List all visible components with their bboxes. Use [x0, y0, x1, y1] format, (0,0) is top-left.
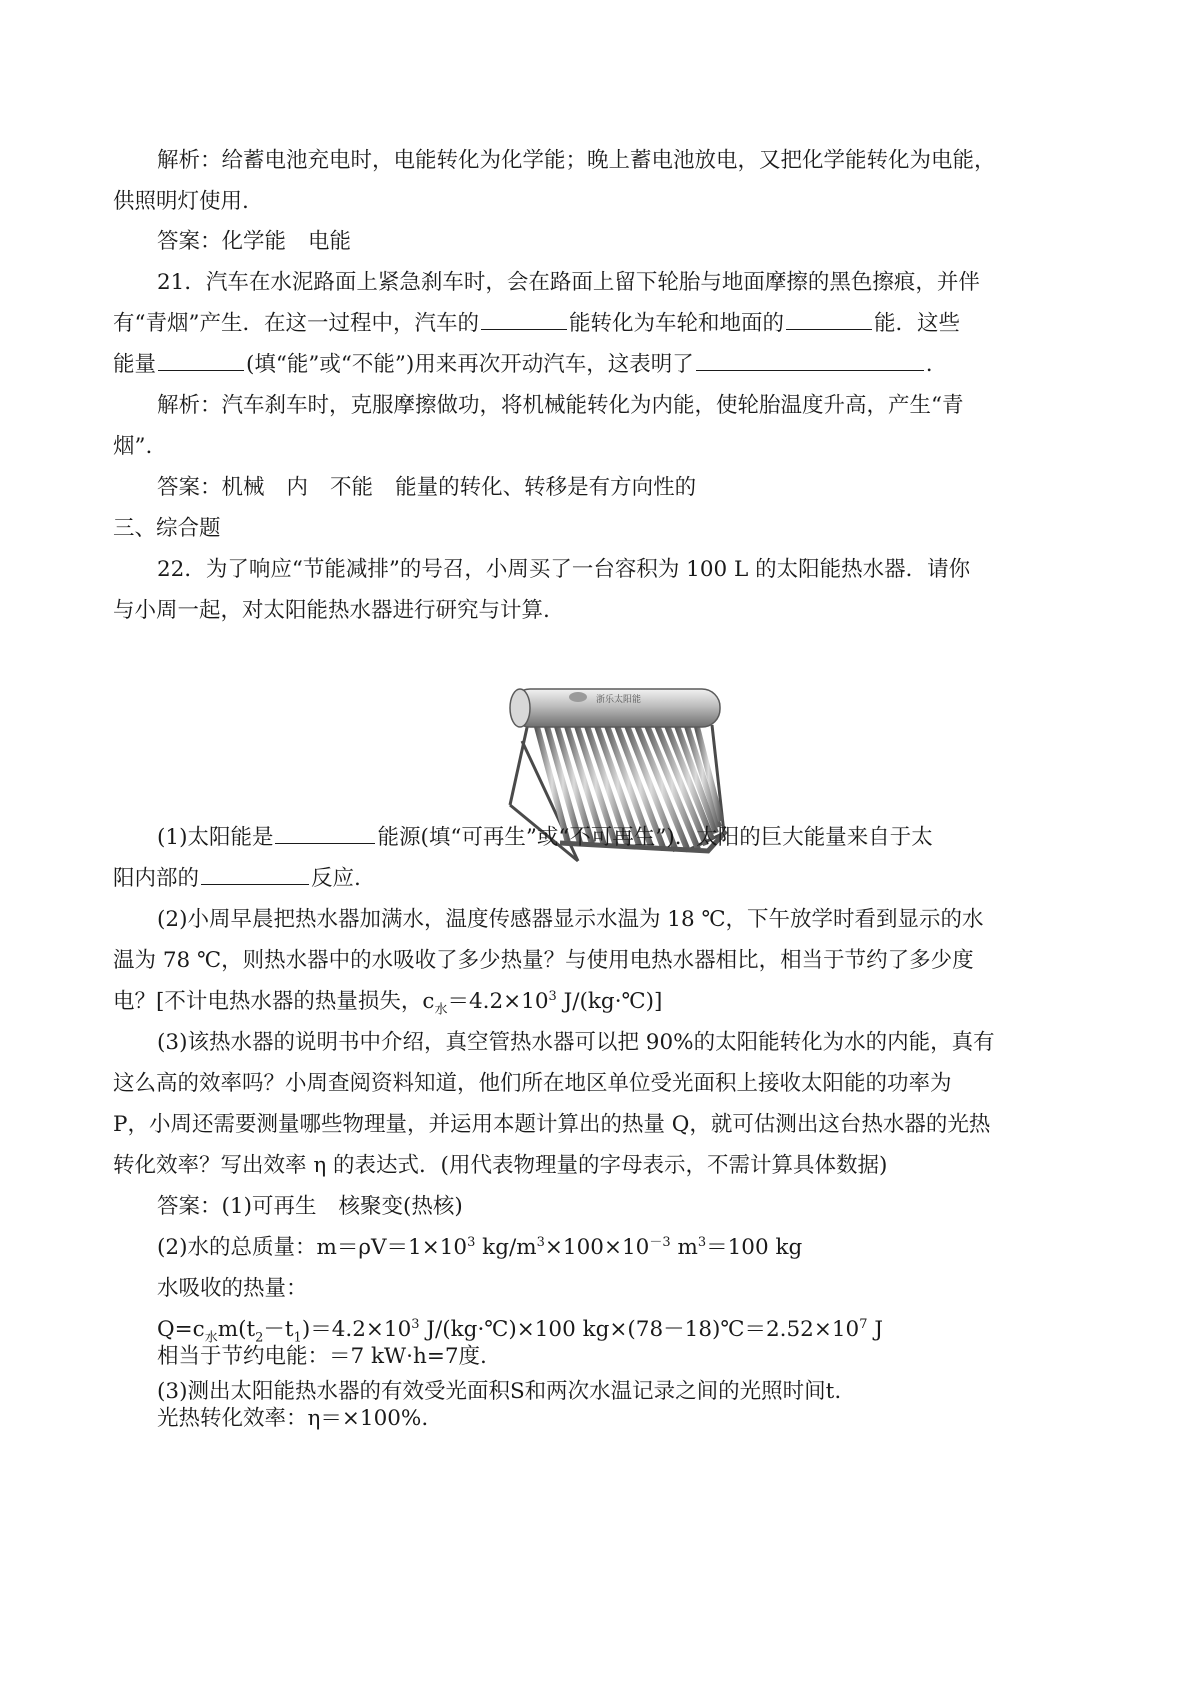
- question-22-text: (1)太阳能是: [157, 825, 274, 850]
- answer-21: [157, 473, 696, 503]
- formula-text: )＝4.2×10: [301, 1317, 412, 1342]
- question-22-part-2-line-3: [113, 987, 662, 1017]
- answer-22-text: (2)水的总质量：m＝ρV＝1×10: [157, 1235, 468, 1260]
- answer-22-text: ＝100 kg: [706, 1235, 803, 1260]
- question-22-part-3-line-4: 转化效率？写出效率 η 的表达式．(用代表物理量的字母表示，不需计算具体数据): [113, 1153, 888, 1178]
- section-title: 三、综合题: [113, 516, 221, 541]
- question-22-part-2-line-1: (2)小周早晨把热水器加满水，温度传感器显示水温为 18 ℃，下午放学时看到显示的水: [157, 907, 984, 932]
- formula-text: m(t: [217, 1317, 256, 1342]
- question-21-text: (填“能”或“不能”)用来再次开动汽车，这表明了: [246, 352, 694, 377]
- question-21-line-1: 21．汽车在水泥路面上紧急刹车时，会在路面上留下轮胎与地面摩擦的黑色擦痕，并伴: [157, 270, 980, 295]
- question-22-text: 能源(填“可再生”或“不可再生”)．太阳的巨大能量来自于太: [377, 825, 933, 850]
- superscript: 3: [536, 1234, 545, 1250]
- subscript: 2: [255, 1330, 264, 1346]
- answer-22-text: kg/m: [475, 1235, 537, 1260]
- question-22-text: 电？[不计电热水器的热量损失，c: [113, 989, 435, 1014]
- question-22-part-1-line-2: [113, 864, 361, 894]
- analysis-21-line-2: 烟”.: [113, 434, 153, 459]
- question-21-text: 能转化为车轮和地面的: [569, 311, 785, 336]
- answer-22-part-1: [157, 1192, 463, 1222]
- answer-20-part-1: 化学能: [221, 229, 287, 254]
- fill-blank[interactable]: [696, 352, 924, 371]
- answer-22-text: 核聚变(热核): [338, 1194, 463, 1219]
- answer-22-part-3: (3)测出太阳能热水器的有效受光面积S和两次水温记录之间的光照时间t.: [157, 1379, 842, 1404]
- answer-22-efficiency: 光热转化效率：η＝×100%.: [157, 1406, 429, 1431]
- answer-21-part-3: 不能: [330, 475, 374, 500]
- fill-blank[interactable]: [201, 866, 309, 885]
- question-22-part-3-line-3: P，小周还需要测量哪些物理量，并运用本题计算出的热量 Q，就可估测出这台热水器的光热: [113, 1112, 991, 1137]
- answer-22-text: ×100×10: [544, 1235, 650, 1260]
- question-21-line-3: [113, 350, 933, 380]
- question-22-part-2-line-2: 温为 78 ℃，则热水器中的水吸收了多少热量？与使用电热水器相比，相当于节约了多少度: [113, 948, 974, 973]
- question-21-text: 能量: [113, 352, 157, 377]
- analysis-20-line-1: 解析：给蓄电池充电时，电能转化为化学能；晚上蓄电池放电，又把化学能转化为电能，: [157, 148, 996, 173]
- answer-20-part-2: 电能: [308, 229, 352, 254]
- superscript: 3: [548, 988, 557, 1004]
- answer-20: [157, 227, 351, 257]
- question-21-text: 能．这些: [874, 311, 961, 336]
- question-22-part-1-line-1: [157, 823, 933, 853]
- fill-blank[interactable]: [786, 311, 872, 330]
- question-22-line-2: 与小周一起，对太阳能热水器进行研究与计算.: [113, 598, 550, 623]
- fill-blank[interactable]: [158, 352, 244, 371]
- subscript: 水: [204, 1330, 218, 1346]
- analysis-21-line-1: 解析：汽车刹车时，克服摩擦做功，将机械能转化为内能，使轮胎温度升高，产生“青: [157, 393, 964, 418]
- answer-21-part-2: 内: [286, 475, 309, 500]
- question-22-text: 反应.: [311, 866, 361, 891]
- answer-label: 答案：: [157, 229, 222, 254]
- formula-text: －t: [263, 1317, 294, 1342]
- formula-text: Q=c: [157, 1317, 205, 1342]
- superscript: －3: [649, 1234, 671, 1250]
- answer-22-text: 答案：(1)可再生: [157, 1194, 317, 1219]
- question-22-part-3-line-1: (3)该热水器的说明书中介绍，真空管热水器可以把 90%的太阳能转化为水的内能，真有: [157, 1030, 995, 1055]
- answer-21-part-1: 机械: [221, 475, 265, 500]
- subscript: 1: [293, 1330, 302, 1346]
- brand-label: 浙乐太阳能: [596, 695, 642, 705]
- superscript: 7: [859, 1316, 868, 1332]
- question-21-text: .: [925, 352, 933, 377]
- formula-text: J: [867, 1317, 883, 1342]
- formula-text: J/(kg·℃)×100 kg×(78－18)℃＝2.52×10: [419, 1317, 860, 1342]
- answer-22-heat-label: 水吸收的热量：: [157, 1276, 308, 1301]
- question-22-text: 阳内部的: [113, 866, 200, 891]
- question-22-text: J/(kg·℃)]: [556, 989, 663, 1014]
- answer-21-part-4: 能量的转化、转移是有方向性的: [395, 475, 697, 500]
- answer-22-energy-saved: 相当于节约电能：＝7 kW·h=7度.: [157, 1344, 487, 1369]
- superscript: 3: [697, 1234, 707, 1250]
- fill-blank[interactable]: [275, 825, 375, 844]
- fill-blank[interactable]: [481, 311, 567, 330]
- question-22-line-1: 22．为了响应“节能减排”的号召，小周买了一台容积为 100 L 的太阳能热水器．请你: [157, 557, 971, 582]
- question-22-part-3-line-2: 这么高的效率吗？小周查阅资料知道，他们所在地区单位受光面积上接收太阳能的功率为: [113, 1071, 952, 1096]
- analysis-20-line-2: 供照明灯使用.: [113, 189, 249, 214]
- question-21-text: 有“青烟”产生．在这一过程中，汽车的: [113, 311, 479, 336]
- question-22-text: ＝4.2×10: [447, 989, 549, 1014]
- answer-label: 答案：: [157, 475, 222, 500]
- question-21-line-2: [113, 309, 960, 339]
- superscript: 3: [467, 1234, 476, 1250]
- answer-22-text: m: [670, 1235, 698, 1260]
- answer-22-heat-formula: [157, 1315, 883, 1345]
- superscript: 3: [411, 1316, 420, 1332]
- subscript: 水: [434, 1002, 448, 1018]
- answer-22-part-2: [157, 1233, 802, 1263]
